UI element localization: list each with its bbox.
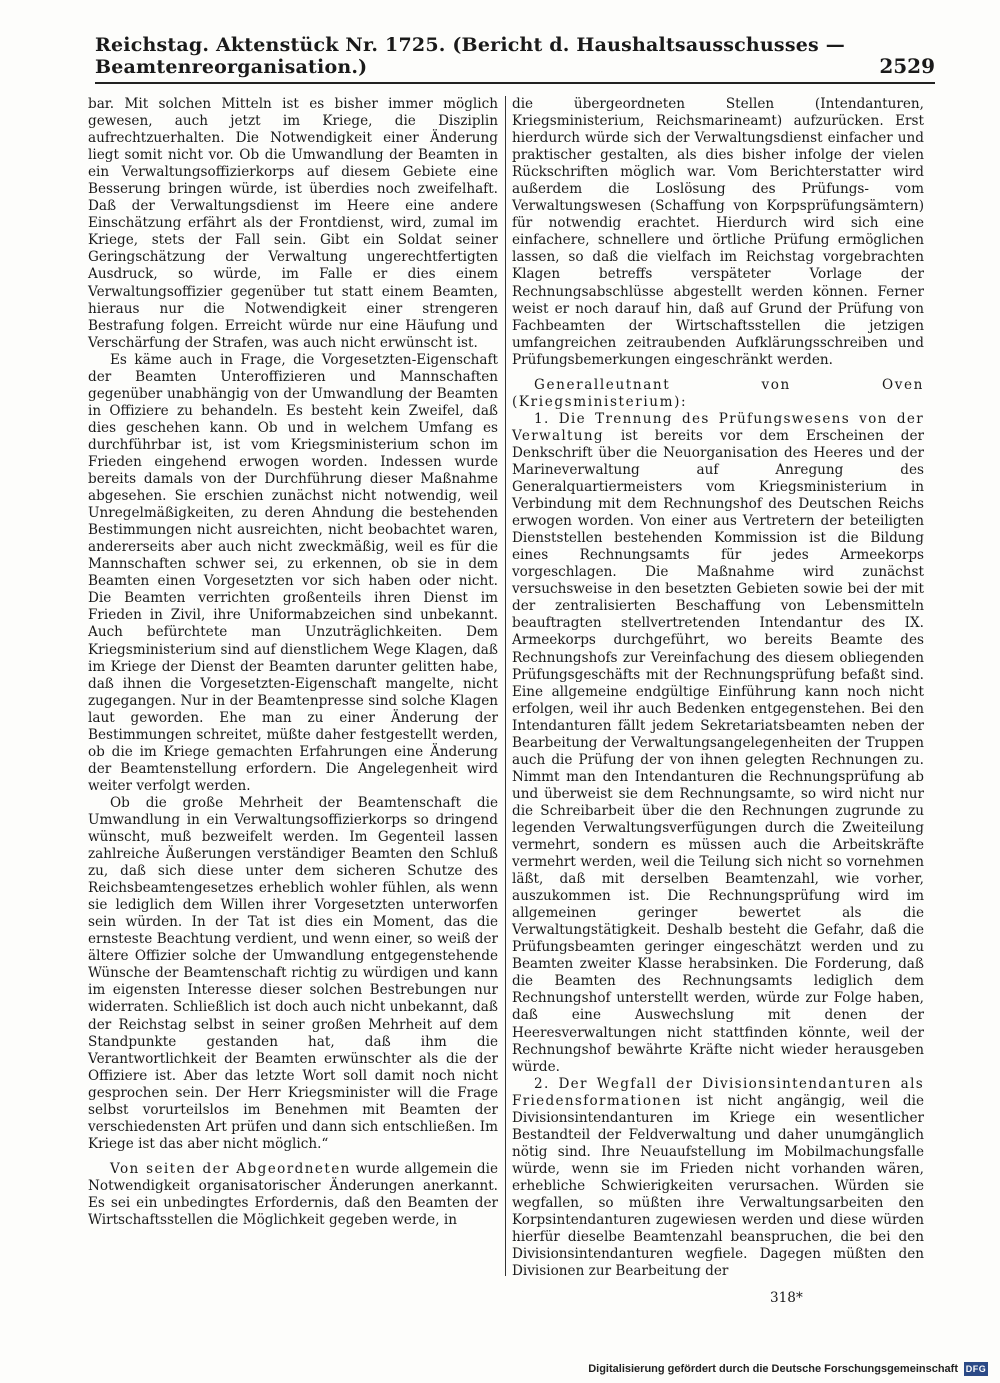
page-number: 2529 [879,54,935,78]
signature-mark: 318* [770,1290,803,1306]
paragraph [88,1161,498,1229]
paragraph [512,411,924,1076]
paragraph: Ob die große Mehrheit der Beamtenschaft die Umwandlung in ein Verwaltungsoffizierkorps so dringend wünscht, muß bezweifelt werden. Im Gegenteil lassen zahlreiche Äußerungen verständiger Beamten den Schluß zu, daß sich diese unter dem sicheren Schutze des Reichsbeamtengesetzes erheblich wohler fühlen, als wenn sie lediglich dem Willen ihrer Vorgesetzten unterworfen sein würden. In der Tat ist dies ein Moment, das die ernsteste Beachtung verdient, und wenn einer, so weiß der ältere Offizier solche der Umwandlung entgegenstehende Wünsche der Beamtenschaft richtig zu würdigen und kann im eigensten Interesse dieser solchen Bestrebungen nur widerraten. Schließlich ist doch auch nicht unbekannt, daß der Reichstag selbst in seiner großen Mehrheit auf dem Standpunkte gestanden hat, daß ihm die Verantwortlichkeit der Beamten erwünschter als die der Offiziere ist. Aber das letzte Wort soll damit noch nicht gesprochen sein. Der Herr Kriegsminister will die Frage selbst vorurteilslos im Benehmen mit Beamten der verschiedensten Art prüfen und dann sich entschließen. Im Kriege ist das aber nicht möglich.“ [88,794,498,1152]
left-column [88,96,498,1229]
paragraph-body: ist bereits vor dem Erscheinen der Denkschrift über die Neuorganisation des Heeres und der Marineverwaltung auf Anregung des Generalquartiermeisters vom Kriegsministerium in Verbindung mit dem Rechnungshof des Deutschen Reichs erwogen worden. Von einer aus Vertretern der beteiligten Dienststellen bestehenden Kommission ist die Bildung eines Rechnungsamts für jedes Armeekorps vorgeschlagen. Die Maßnahme wird zunächst versuchsweise in den besetzten Gebieten sowie bei der mit der zentralisierten Beschaffung von Lebensmitteln beauftragten stellvertretenden Intendantur des IX. Armeekorps durchgeführt, wo bereits Beamte des Rechnungshofs zur Vereinfachung des diesem obliegenden Prüfungsgeschäfts mit der Rechnungsprüfung befaßt sind. Eine allgemeine endgültige Einführung kann noch nicht erfolgen, weil ihr auch Bedenken entgegenstehen. Bei den Intendanturen fällt jedem Sekretariatsbeamten neben der Bearbeitung der Verwaltungsangelegenheiten der Truppen auch die Prüfung der von ihnen gelegten Rechnungen zu. Nimmt man den Intendanturen die Rechnungsprüfung ab und überweist sie dem Rechnungsamte, so wird nicht nur die Schreibarbeit über die den Rechnungen zugrunde zu legenden Verwaltungsverfügungen durch die Zweiteilung vermehrt, sondern es müssen auch die Arbeitskräfte vermehrt werden, weil die Teilung sich nicht so vornehmen läßt, daß mit derselben Beamtenzahl, wie vorher, auszukommen ist. Die Rechnungsprüfung wird im allgemeinen geringer bewertet als die Verwaltungstätigkeit. Deshalb besteht die Gefahr, daß die Prüfungsbeamten geringer eingeschätzt werden und zu Beamten zweiter Klasse herabsinken. Die Forderung, daß die Beamten des Rechnungsamts lediglich dem Rechnungshof unterstellt werden, würde zur Folge haben, daß eine Auswechslung mit denen der Heeresverwaltungen nicht stattfinden könnte, weil der Rechnungshof bewährte Kräfte nicht wieder herausgeben würde. [512,427,924,1075]
dfg-logo-icon: DFG [965,1364,987,1374]
page-header [95,34,935,84]
paragraph-body: wurde allgemein die Notwendigkeit organisatorischer Änderungen anerkannt. Es sei ein unbedingtes Erfordernis, daß den Beamten der Wirtschaftsstellen die Möglichkeit gegeben werde, in [88,1160,499,1229]
right-column [512,96,924,1280]
paragraph-lead: Von seiten der Abgeordneten [110,1160,351,1177]
speaker-heading: Generalleutnant von Oven (Kriegsministerium): [512,376,924,410]
column-divider [505,96,506,1276]
paragraph: Es käme auch in Frage, die Vorgesetzten-Eigenschaft der Beamten Unteroffizieren und Mannschaften gegenüber unabhängig von der Umwandlung der Beamten in Offiziere zu behandeln. Es besteht kein Zweifel, daß dies geschehen kann. Ob und in welchem Umfang es durchführbar ist, ist vom Kriegsministerium schon im Frieden eingehend erwogen worden. Indessen wurde bereits damals von der Durchführung dieser Maßnahme abgesehen. Sie erschien zunächst nicht notwendig, weil Unregelmäßigkeiten, zu deren Ahndung die bestehenden Bestimmungen nicht ausreichten, nicht beobachtet waren, andererseits aber auch nicht zweckmäßig, weil es für die Mannschaften schwer sei, zu erkennen, ob sie in dem Beamten einen Vorgesetzten vor sich haben oder nicht. Die Beamten verrichten großenteils ihren Dienst im Frieden in Zivil, ihre Uniformabzeichen sind unbekannt. Auch befürchtete man Unzuträglichkeiten. Dem Kriegsministerium sind auf dienstlichem Wege Klagen, daß im Kriege der Dienst der Beamten darunter gelitten habe, daß ihnen die Vorgesetzten-Eigenschaft mangelte, nicht zugegangen. Nur in der Beamtenpresse sind solche Klagen laut geworden. Ehe man zu einer Änderung der Bestimmungen schreitet, müßte daher festgestellt werden, ob die im Kriege gemachten Erfahrungen eine Änderung der Beamtenstellung erfordern. Die Angelegenheit wird weiter verfolgt werden. [88,351,498,794]
paragraph: die übergeordneten Stellen (Intendanturen, Kriegsministerium, Reichsmarineamt) aufzurücken. Erst hierdurch würde sich der Verwaltungsdienst einfacher und praktischer gestalten, als dies bisher infolge der vielen Rückschriften möglich war. Vom Berichterstatter wird außerdem die Loslösung des Prüfungs- vom Verwaltungswesen (Schaffung von Korpsprüfungsämtern) für notwendig erachtet. Hierdurch wird sich eine einfachere, schnellere und örtliche Prüfung ermöglichen lassen, so daß die vielfach im Reichstag vorgebrachten Klagen betreffs verspäteter Vorlage der Rechnungsabschlüsse abgestellt werden können. Ferner weist er noch darauf hin, daß auf Grund der Prüfung von Fachbeamten der Wirtschaftsstellen die jetzigen umfangreichen zeitraubenden Aufklärungsschreiben und Prüfungsbemerkungen eingeschränkt werden. [512,96,924,368]
footer-text: Digitalisierung gefördert durch die Deutsche Forschungsgemeinschaft [588,1363,958,1375]
running-title: Reichstag. Aktenstück Nr. 1725. (Bericht d. Haushaltsausschusses — Beamtenreorganisation.) [95,34,845,78]
footer [588,1362,988,1376]
paragraph [512,1076,924,1281]
paragraph: bar. Mit solchen Mitteln ist es bisher immer möglich gewesen, auch jetzt im Kriege, die Disziplin aufrechtzuerhalten. Die Notwendigkeit einer Änderung liegt somit nicht vor. Ob die Umwandlung der Beamten in ein Verwaltungsoffizierkorps auf diesem Gebiete eine Besserung bringen würde, ist überdies noch zweifelhaft. Daß der Verwaltungsdienst im Heere eine andere Einschätzung erfährt als der Frontdienst, wird, zumal im Kriege, stets der Fall sein. Gibt ein Soldat seiner Geringschätzung der Verwaltung ungerechtfertigten Ausdruck, so würde, im Falle er dies einem Verwaltungsoffizier gegenüber tut statt einem Beamten, hieraus nur die Notwendigkeit einer strengeren Bestrafung folgen. Erreicht würde nur eine Häufung und Verschärfung der Strafen, was auch nicht erwünscht ist. [88,96,498,351]
section-heading: 1. Die Trennung des Prüfungswesens von der Verwaltung [512,410,924,444]
section-heading: 2. Der Wegfall der Divisionsintendanturen als Friedensformationen [512,1075,924,1109]
paragraph-body: ist nicht angängig, weil die Divisionsintendanturen im Kriege ein wesentlicher Bestandteil der Feldverwaltung und daher unumgänglich nötig sind. Ihre Neuaufstellung im Mobilmachungsfalle würde, wenn sie im Frieden nicht vorhanden wären, erhebliche Schwierigkeiten verursachen. Würden sie wegfallen, so müßten ihre Verwaltungsarbeiten den Korpsintendanturen zugewiesen werden und diese würden hierfür dieselbe Beamtenzahl beanspruchen, die bei den Divisionsintendanturen wegfiele. Dagegen müßten den Divisionen zur Bearbeitung der [512,1092,924,1280]
